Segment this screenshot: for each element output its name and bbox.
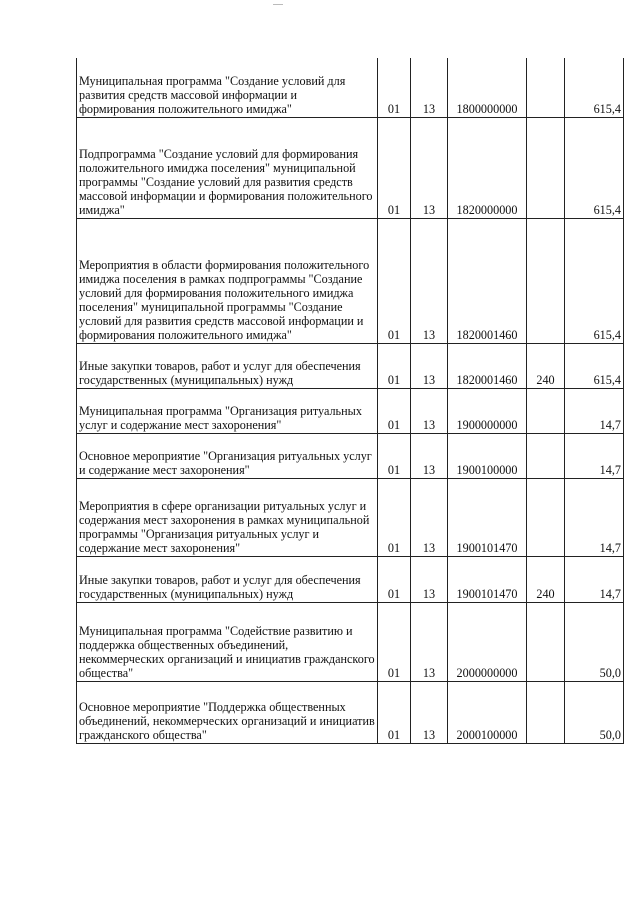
row-sum: 50,0 [565,602,624,681]
row-subsection: 13 [411,681,448,743]
table-row [77,681,624,743]
row-expense-type [527,478,565,556]
row-section: 01 [378,58,411,117]
row-subsection: 13 [411,556,448,602]
row-sum: 615,4 [565,218,624,343]
table-row [77,218,624,343]
row-expense-type [527,433,565,478]
row-subsection: 13 [411,602,448,681]
row-name: Мероприятия в сфере организации ритуальных услуг и содержания мест захоронения в рамках муниципальной программы "Организация ритуальных услуг и содержание мест захоронения" [77,478,378,556]
row-expense-type: 240 [527,343,565,388]
row-sum: 615,4 [565,117,624,218]
table-row [77,556,624,602]
row-subsection: 13 [411,388,448,433]
row-name: Иные закупки товаров, работ и услуг для обеспечения государственных (муниципальных) нужд [77,343,378,388]
budget-table [76,58,624,744]
row-name: Подпрограмма "Создание условий для формирования положительного имиджа поселения" муниципальной программы "Создание условий для развития средств массовой информации и формирования положительного имиджа" [77,117,378,218]
row-subsection: 13 [411,343,448,388]
row-subsection: 13 [411,117,448,218]
row-name: Муниципальная программа "Создание условий для развития средств массовой информации и формирования положительного имиджа" [77,58,378,117]
row-section: 01 [378,433,411,478]
table-row [77,602,624,681]
row-target-code: 1800000000 [448,58,527,117]
row-sum: 14,7 [565,556,624,602]
table-row [77,117,624,218]
row-section: 01 [378,602,411,681]
table-row [77,343,624,388]
row-section: 01 [378,478,411,556]
row-sum: 14,7 [565,478,624,556]
table-row [77,58,624,117]
row-target-code: 1820001460 [448,218,527,343]
row-section: 01 [378,556,411,602]
row-expense-type [527,218,565,343]
row-subsection: 13 [411,478,448,556]
row-sum: 615,4 [565,58,624,117]
table-row [77,433,624,478]
row-expense-type [527,117,565,218]
row-target-code: 1820001460 [448,343,527,388]
row-section: 01 [378,343,411,388]
row-expense-type: 240 [527,556,565,602]
row-expense-type [527,388,565,433]
row-subsection: 13 [411,218,448,343]
row-name: Основное мероприятие "Организация ритуальных услуг и содержание мест захоронения" [77,433,378,478]
row-subsection: 13 [411,58,448,117]
row-target-code: 1900101470 [448,556,527,602]
row-name: Мероприятия в области формирования положительного имиджа поселения в рамках подпрограммы "Создание условий для формирования положительного имиджа поселения" муниципальной программы "Создание условий для развития средств массовой информации и формирования положительного имиджа" [77,218,378,343]
row-target-code: 2000100000 [448,681,527,743]
row-subsection: 13 [411,433,448,478]
row-name: Иные закупки товаров, работ и услуг для обеспечения государственных (муниципальных) нужд [77,556,378,602]
row-sum: 50,0 [565,681,624,743]
row-sum: 14,7 [565,433,624,478]
row-sum: 615,4 [565,343,624,388]
row-section: 01 [378,117,411,218]
row-target-code: 1900101470 [448,478,527,556]
row-name: Муниципальная программа "Организация ритуальных услуг и содержание мест захоронения" [77,388,378,433]
page-top-mark [273,4,283,5]
row-name: Муниципальная программа "Содействие развитию и поддержка общественных объединений, некоммерческих организаций и инициатив гражданского общества" [77,602,378,681]
row-target-code: 1900100000 [448,433,527,478]
table-row [77,478,624,556]
row-section: 01 [378,388,411,433]
table-row [77,388,624,433]
row-target-code: 2000000000 [448,602,527,681]
row-section: 01 [378,681,411,743]
row-section: 01 [378,218,411,343]
row-target-code: 1820000000 [448,117,527,218]
row-expense-type [527,681,565,743]
row-target-code: 1900000000 [448,388,527,433]
row-sum: 14,7 [565,388,624,433]
row-expense-type [527,58,565,117]
row-name: Основное мероприятие "Поддержка общественных объединений, некоммерческих организаций и инициатив гражданского общества" [77,681,378,743]
row-expense-type [527,602,565,681]
